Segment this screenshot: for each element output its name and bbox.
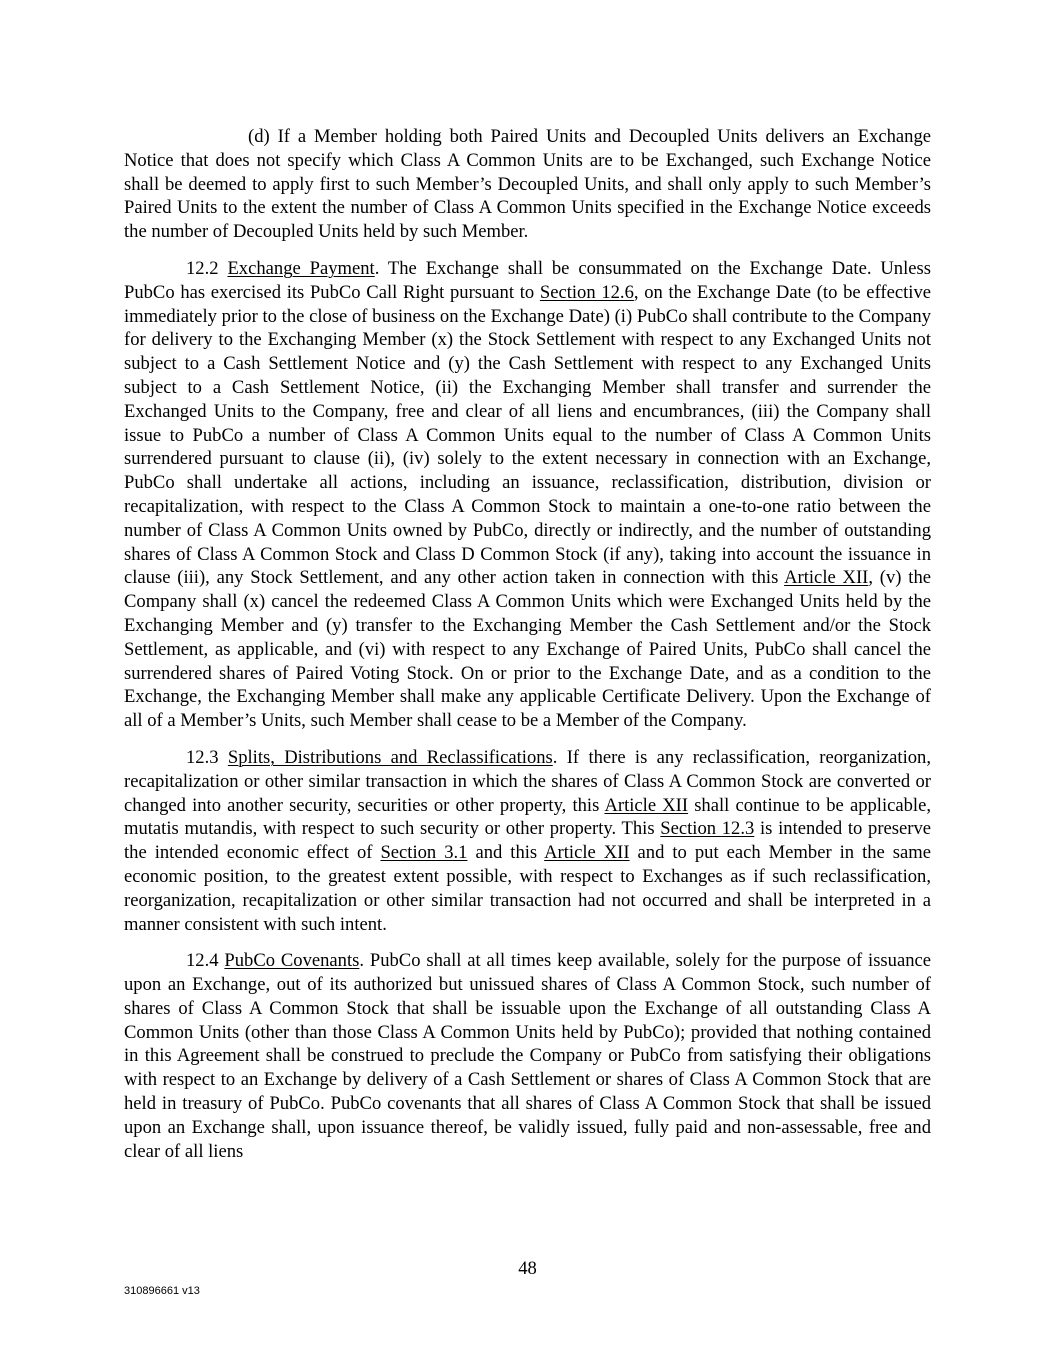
paragraph-12-4 (124, 949, 931, 1163)
document-id: 310896661 v13 (124, 1285, 200, 1297)
page-number: 48 (518, 1258, 537, 1279)
paragraph-text: . PubCo shall at all times keep available, solely for the purpose of issuance upon an Exchange, out of its authorized but unissued shares of Class A Common Stock, such number of shares of Class A Common Stock that shall be issuable upon the Exchange of all outstanding Class A Common Units (other than those Class A Common Units held by PubCo); provided that nothing contained in this Agreement shall be construed to preclude the Company or PubCo from satisfying their obligations with respect to an Exchange by delivery of a Cash Settlement or shares of Class A Common Stock that are held in treasury of PubCo. PubCo covenants that all shares of Class A Common Stock that shall be issued upon an Exchange shall, upon issuance thereof, be validly issued, fully paid and non-assessable, free and clear of all liens (124, 950, 932, 1162)
paragraph-text: and this (467, 842, 545, 864)
cross-reference-section-3-1: Section 3.1 (380, 842, 468, 864)
paragraph-text: and to put each Member in the same economic position, to the greatest extent possible, with respect to Exchanges as if such reclassification, reorganization, recapitalization or other similar transaction had not occurred and shall be interpreted in a manner consistent with such intent. (124, 842, 931, 935)
cross-reference-article-xii: Article XII (544, 842, 630, 864)
document-body (124, 125, 931, 1163)
section-number: 12.3 (186, 746, 228, 768)
section-heading: Exchange Payment (227, 257, 375, 279)
paragraph-12-3 (124, 746, 931, 936)
section-heading: PubCo Covenants (224, 950, 360, 972)
cross-reference-article-xii: Article XII (784, 567, 869, 589)
section-number: 12.4 (186, 950, 225, 972)
cross-reference-article-xii: Article XII (604, 794, 689, 816)
paragraph-12-1-d (124, 125, 931, 244)
cross-reference-section-12-6: Section 12.6 (539, 281, 634, 303)
paragraph-text: , (v) the Company shall (x) cancel the redeemed Class A Common Units which were Exchanged Units held by the Exchanging Member and (y) transfer to the Exchanging Member the Cash Settlement and/or the Stock Settlement, as applicable, and (vi) with respect to any Exchange of Paired Units, PubCo shall cancel the surrendered shares of Paired Voting Stock. On or prior to the Exchange Date, and as a condition to the Exchange, the Exchanging Member shall make any applicable Certificate Delivery. Upon the Exchange of all of a Member’s Units, such Member shall cease to be a Member of the Company. (124, 567, 932, 732)
section-number: 12.2 (186, 257, 228, 279)
section-heading: Splits, Distributions and Reclassifications (227, 746, 553, 768)
cross-reference-section-12-3: Section 12.3 (660, 818, 755, 840)
paragraph-text: . If there is any reclassification, reorganization, recapitalization or other similar transaction in which the shares of Class A Common Stock are converted or changed into another security, securities or other property, this (124, 746, 931, 816)
paragraph-text: is intended to preserve the intended economic effect of (124, 818, 931, 864)
paragraph-text: shall continue to be applicable, mutatis mutandis, with respect to such security or other property. This (124, 794, 931, 840)
paragraph-text: . The Exchange shall be consummated on the Exchange Date. Unless PubCo has exercised its PubCo Call Right pursuant to (124, 257, 931, 303)
paragraph-12-2 (124, 257, 931, 733)
paragraph-text: , on the Exchange Date (to be effective immediately prior to the close of business on the Exchange Date) (i) PubCo shall contribute to the Company for delivery to the Exchanging Member (x) the Stock Settlement with respect to any Exchanged Units not subject to a Cash Settlement Notice and (y) the Cash Settlement with respect to any Exchanged Units subject to a Cash Settlement Notice, (ii) the Exchanging Member shall transfer and surrender the Exchanged Units to the Company, free and clear of all liens and encumbrances, (iii) the Company shall issue to PubCo a number of Class A Common Units equal to the number of Class A Common Units surrendered pursuant to clause (ii), (iv) solely to the extent necessary in connection with an Exchange, PubCo shall undertake all actions, including an issuance, reclassification, distribution, division or recapitalization, with respect to the Class A Common Stock to maintain a one-to-one ratio between the number of Class A Common Units owned by PubCo, directly or indirectly, and the number of outstanding shares of Class A Common Stock and Class D Common Stock (if any), taking into account the issuance in clause (iii), any Stock Settlement, and any other action taken in connection with this (124, 281, 931, 589)
paragraph-text: (d) If a Member holding both Paired Units and Decoupled Units delivers an Exchange Notice that does not specify which Class A Common Units are to be Exchanged, such Exchange Notice shall be deemed to apply first to such Member’s Decoupled Units, and shall only apply to such Member’s Paired Units to the extent the number of Class A Common Units specified in the Exchange Notice exceeds the number of Decoupled Units held by such Member. (124, 126, 931, 243)
